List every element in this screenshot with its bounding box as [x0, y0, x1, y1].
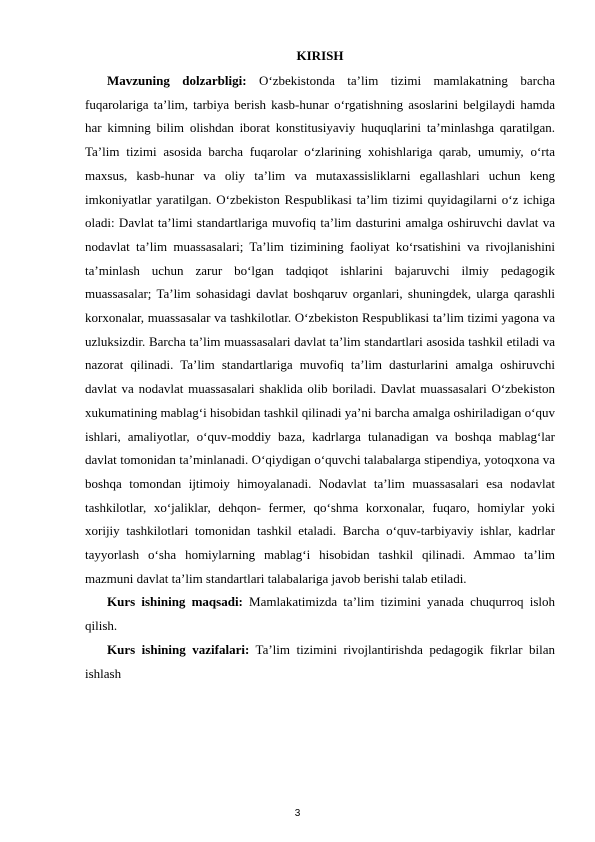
paragraph-body: Mamlakatimizda ta’lim tizimini yanada chuqurroq isloh qilish.	[85, 594, 555, 634]
paragraph-body: Ta’lim tizimini rivojlantirishda pedagogik fikrlar bilan ishlash	[85, 641, 555, 681]
paragraph-relevance	[85, 69, 555, 590]
document-page	[85, 48, 555, 685]
page-number: 3	[294, 808, 301, 819]
section-title: KIRISH	[296, 48, 344, 63]
paragraph-lead: Kurs ishining maqsadi:	[107, 594, 243, 610]
paragraph-goal	[85, 590, 555, 637]
paragraph-lead: Kurs ishining vazifalari:	[107, 641, 250, 657]
paragraph-tasks	[85, 638, 555, 685]
paragraph-body: O‘zbekistonda ta’lim tizimi mamlakatning barcha fuqarolariga ta’lim, tarbiya berish kasb-hunar o‘rgatishning asoslarini belgilaydi hamda har kimning bilim olishdan iborat konstitusiyaviy huquqlarini ta’minlashga qaratilgan. Ta’lim tizimi asosida barcha fuqarolar o‘zlarining xohishlariga qarab, umumiy, o‘rta maxsus, kasb-hunar va oliy ta’lim va mutaxassisliklarni egallashlari uchun keng imkoniyatlar yaratilgan. O‘zbekiston Respublikasi ta’lim tizimi quyidagilarni o‘z ichiga oladi: Davlat ta’limi standartlariga muvofiq ta’lim dasturini amalga oshiruvchi davlat va nodavlat ta’lim muassasalari; Ta’lim tizimining faoliyat ko‘rsatishini va rivojlanishini ta’minlash uchun zarur bo‘lgan tadqiqot ishlarini bajaruvchi ilmiy pedagogik muassasalar; Ta’lim sohasidagi davlat boshqaruv organlari, shuningdek, ularga qarashli korxonalar, muassasalar va tashkilotlar. O‘zbekiston Respublikasi ta’lim tizimi yagona va uzluksizdir. Barcha ta’lim muassasalari davlat ta’lim standartlari asosida tashkil etiladi va nazorat qilinadi. Ta’lim standartlariga muvofiq ta’lim dasturlarini amalga oshiruvchi davlat va nodavlat muassasalari shaklida olib boriladi. Davlat muassasalari O‘zbekiston xukumatining mablag‘i hisobidan tashkil qilinadi ya’ni barcha amalga oshiriladigan o‘quv ishlari, amaliyotlar, o‘quv-moddiy baza, kadrlarga tulanadigan va boshqa mablag‘lar davlat tomonidan ta’minlanadi. O‘qiydigan o‘quvchi talabalarga stipendiya, yotoqxona va boshqa tomondan ijtimoiy himoyalanadi. Nodavlat ta’lim muassasalari esa nodavlat tashkilotlar, xo‘jaliklar, dehqon- fermer, qo‘shma korxonalar, fuqaro, homiylar yoki xorijiy tashkilotlari tomonidan tashkil etaladi. Barcha o‘quv-tarbiyaviy ishlar, kadrlar tayyorlash o‘sha homiylarning mablag‘i hisobidan tashkil qilinadi. Ammao ta’lim mazmuni davlat ta’lim standartlari talabalariga javob berishi talab etiladi.	[85, 73, 555, 586]
paragraph-lead: Mavzuning dolzarbligi:	[107, 73, 247, 88]
